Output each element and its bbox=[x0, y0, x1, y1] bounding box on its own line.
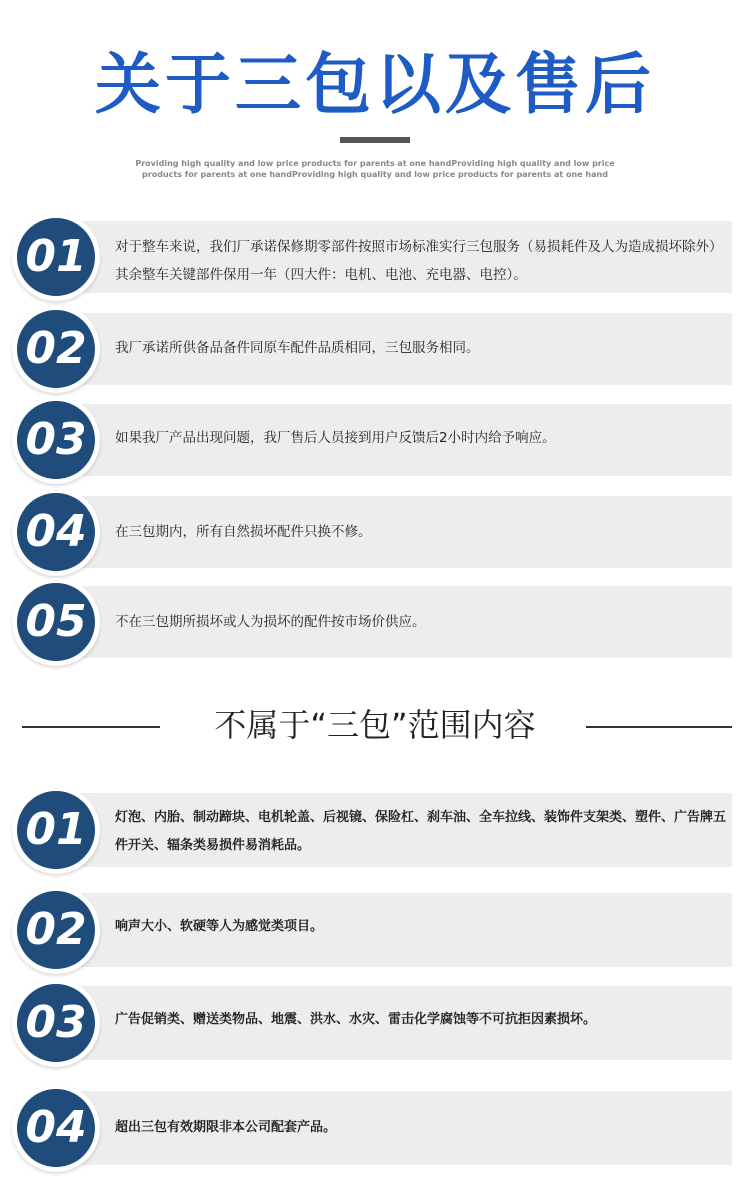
section-heading: 不属于“三包”范围内容 bbox=[214, 706, 536, 744]
list-item bbox=[0, 305, 750, 391]
item-number-badge: 04 bbox=[12, 488, 100, 576]
list-item bbox=[0, 885, 750, 975]
list-item bbox=[0, 578, 750, 664]
item-text: 灯泡、内胎、制动蹄块、电机轮盖、后视镜、保险杠、刹车油、全车拉线、装饰件支架类、塑件、广告牌五件开关、辐条类易损件易消耗品。 bbox=[115, 810, 727, 853]
list-item bbox=[0, 213, 750, 299]
list-item bbox=[0, 396, 750, 482]
item-number-badge: 03 bbox=[12, 396, 100, 484]
item-number-badge: 02 bbox=[12, 886, 100, 974]
item-text: 如果我厂产品出现问题，我厂售后人员接到用户反馈后2小时内给予响应。 bbox=[115, 430, 556, 446]
section-divider bbox=[0, 700, 750, 750]
page-title: 关于三包以及售后 bbox=[95, 46, 655, 123]
item-text: 不在三包期所损坏或人为损坏的配件按市场价供应。 bbox=[115, 614, 426, 630]
item-text: 在三包期内，所有自然损坏配件只换不修。 bbox=[115, 524, 372, 540]
item-number-badge: 01 bbox=[12, 213, 100, 301]
item-text: 广告促销类、赠送类物品、地震、洪水、水灾、雷击化学腐蚀等不可抗拒因素损坏。 bbox=[115, 1012, 597, 1027]
title-underline bbox=[340, 137, 410, 143]
list-item bbox=[0, 978, 750, 1068]
page-subtitle: Providing high quality and low price products for parents at one handProviding high quality and low price products for parents at one handProviding high quality and low price products for parents at one hand bbox=[135, 159, 615, 179]
list-item bbox=[0, 1083, 750, 1173]
divider-line-left bbox=[22, 726, 160, 728]
item-number-badge: 01 bbox=[12, 786, 100, 874]
item-number-badge: 03 bbox=[12, 979, 100, 1067]
item-text: 响声大小、软硬等人为感觉类项目。 bbox=[115, 919, 324, 934]
divider-line-right bbox=[586, 726, 732, 728]
item-text: 对于整车来说，我们厂承诺保修期零部件按照市场标准实行三包服务（易损耗件及人为造成损坏除外）其余整车关键部件保用一年（四大件：电机、电池、充电器、电控）。 bbox=[115, 239, 723, 283]
item-number-badge: 02 bbox=[12, 305, 100, 393]
item-text: 我厂承诺所供备品备件同原车配件品质相同，三包服务相同。 bbox=[115, 340, 480, 356]
item-number-badge: 04 bbox=[12, 1084, 100, 1172]
item-text: 超出三包有效期限非本公司配套产品。 bbox=[115, 1120, 337, 1135]
item-number-badge: 05 bbox=[12, 578, 100, 666]
list-item bbox=[0, 488, 750, 574]
list-item bbox=[0, 785, 750, 875]
